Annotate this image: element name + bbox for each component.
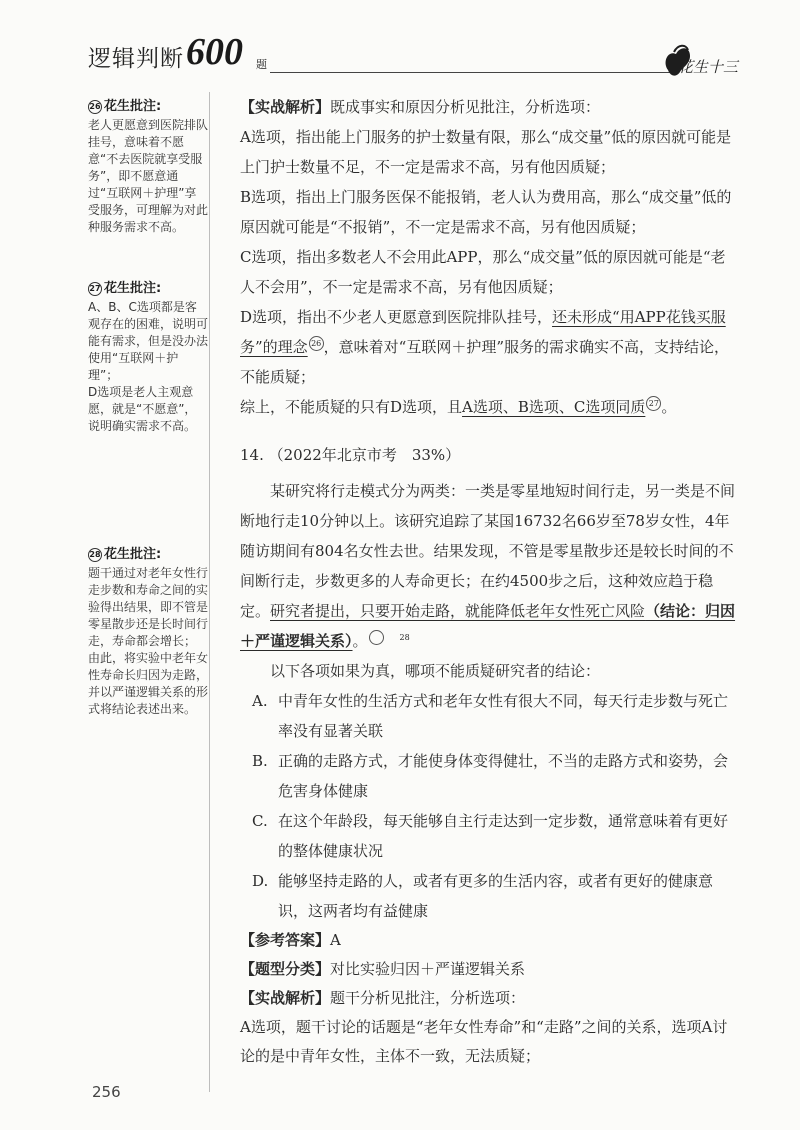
note-text: A、B、C选项都是客观存在的困难，说明可能有需求，但是没办法使用“互联网＋护理”； bbox=[88, 300, 209, 382]
option-label: B. bbox=[252, 752, 268, 770]
analysis-option-a: A选项，指出能上门服务的护士数量有限，那么“成交量”低的原因就可能是上门护士数量不足，不一定是需求不高，另有他因质疑； bbox=[240, 128, 732, 176]
answer-value: A bbox=[330, 931, 341, 949]
question-number: 14. bbox=[240, 446, 264, 464]
note-number: 26 bbox=[88, 100, 102, 114]
note-text: D选项是老人主观意愿，就是“不愿意”，说明确实需求不高。 bbox=[88, 385, 197, 433]
note-text: 老人更愿意到医院排队挂号，意味着不愿意“不去医院就享受服务”，即不愿意通过“互联网＋护理”享受服务，可理解为对此种服务需求不高。 bbox=[88, 118, 209, 234]
answer-block bbox=[240, 926, 740, 1071]
book-title: 逻辑判断 bbox=[88, 46, 184, 72]
book-suffix: 题 bbox=[256, 58, 267, 71]
option-b[interactable] bbox=[252, 746, 740, 806]
note-text: 题干通过对老年女性行走步数和寿命之间的实验得出结果，即不管是零星散步还是长时间行走，寿命都会增长； bbox=[88, 566, 209, 648]
analysis2-tag: 【实战解析】 bbox=[240, 989, 331, 1007]
note-text: 由此，将实验中老年女性寿命长归因为走路，并以严谨逻辑关系的形式将结论表述出来。 bbox=[88, 651, 209, 716]
option-a[interactable] bbox=[252, 686, 740, 746]
option-text: 在这个年龄段，每天能够自主行走达到一定步数，通常意味着有更好的整体健康状况 bbox=[278, 812, 729, 860]
analysis-option-b: B选项，指出上门服务医保不能报销，老人认为费用高，那么“成交量”低的原因就可能是“不报销”，不一定是需求不高，另有他因质疑； bbox=[240, 188, 732, 236]
option-text: 中青年女性的生活方式和老年女性有很大不同，每天行走步数与死亡率没有显著关联 bbox=[278, 692, 729, 740]
question-source: （2022年北京市考 33%） bbox=[268, 446, 461, 464]
analysis2-intro bbox=[240, 984, 740, 1013]
summary-end: 。 bbox=[661, 398, 677, 416]
header-rule bbox=[270, 72, 670, 73]
stem-underline: 研究者提出，只要开始走路，就能降低老年女性死亡风险 bbox=[270, 602, 646, 620]
answer-tag: 【参考答案】 bbox=[240, 931, 331, 949]
analysis-d-text: D选项，指出不少老人更愿意到医院排队挂号， bbox=[240, 308, 553, 326]
page-header bbox=[80, 30, 770, 80]
note-ref-mark: 28 bbox=[369, 630, 384, 645]
sidebar-divider bbox=[209, 92, 210, 1092]
annotation-note bbox=[88, 98, 208, 236]
question-title bbox=[240, 440, 740, 470]
stem-end: 。 bbox=[352, 632, 368, 650]
stem-text: 某研究将行走模式分为两类：一类是零星地短时间行走，另一类是不间断地行走10分钟以上。该研究追踪了某国16732名66岁至78岁女性，4年随访期间有804名女性去世。结果发现，不管是零星散步还是较长时间的不间断行走，步数更多的人寿命更长；在约4500步之后，这种效应趋于稳定。 bbox=[240, 482, 736, 620]
analysis-d-underline: 还未形成“用APP花钱买服务”的理念 bbox=[240, 308, 726, 356]
option-label: D. bbox=[252, 872, 269, 890]
main-content bbox=[240, 92, 740, 1071]
option-label: C. bbox=[252, 812, 268, 830]
brand-name: 花生十三 bbox=[678, 58, 739, 76]
annotation-note bbox=[88, 546, 208, 718]
stem-note: （结论：归因＋严谨逻辑关系） bbox=[240, 602, 736, 650]
analysis-d-text-end: ，意味着对“互联网＋护理”服务的需求确实不高，支持结论，不能质疑； bbox=[240, 338, 730, 386]
analysis-option-d bbox=[240, 302, 740, 392]
question-ask: 以下各项如果为真，哪项不能质疑研究者的结论： bbox=[270, 662, 601, 680]
question-stem bbox=[240, 476, 740, 656]
page-number: 256 bbox=[92, 1083, 121, 1101]
option-d[interactable] bbox=[252, 866, 740, 926]
annotation-note bbox=[88, 280, 208, 435]
option-label: A. bbox=[252, 692, 268, 710]
analysis-option-c: C选项，指出多数老人不会用此APP，那么“成交量”低的原因就可能是“老人不会用”，不一定是需求不高，另有他因质疑； bbox=[240, 248, 726, 296]
summary-text: 综上，不能质疑的只有D选项，且 bbox=[240, 398, 463, 416]
note-ref-mark: 27 bbox=[646, 396, 661, 411]
analysis2-intro-text: 题干分析见批注，分析选项： bbox=[330, 989, 526, 1007]
option-c[interactable] bbox=[252, 806, 740, 866]
note-number: 27 bbox=[88, 282, 102, 296]
option-text: 正确的走路方式，才能使身体变得健壮，不当的走路方式和姿势，会危害身体健康 bbox=[278, 752, 729, 800]
type-value: 对比实验归因＋严谨逻辑关系 bbox=[330, 960, 526, 978]
reference-answer bbox=[240, 926, 740, 955]
analysis-summary bbox=[240, 392, 740, 422]
analysis2-option-a: A选项，题干讨论的话题是“老年女性寿命”和“走路”之间的关系，选项A讨论的是中青年女性，主体不一致，无法质疑； bbox=[240, 1018, 728, 1065]
note-title: 花生批注: bbox=[104, 547, 162, 562]
note-title: 花生批注: bbox=[104, 281, 162, 296]
book-number: 600 bbox=[186, 31, 243, 73]
question-type bbox=[240, 955, 740, 984]
option-text: 能够坚持走路的人，或者有更多的生活内容，或者有更好的健康意识，这两者均有益健康 bbox=[278, 872, 714, 920]
analysis-tag: 【实战解析】 bbox=[240, 98, 331, 116]
analysis-intro bbox=[240, 92, 740, 122]
summary-underline: A选项、B选项、C选项同质 bbox=[462, 398, 646, 416]
note-title: 花生批注: bbox=[104, 99, 162, 114]
type-tag: 【题型分类】 bbox=[240, 960, 331, 978]
note-ref-mark: 26 bbox=[309, 336, 324, 351]
brand-mark bbox=[660, 42, 768, 80]
analysis-intro-text: 既成事实和原因分析见批注，分析选项： bbox=[330, 98, 601, 116]
note-number: 28 bbox=[88, 548, 102, 562]
